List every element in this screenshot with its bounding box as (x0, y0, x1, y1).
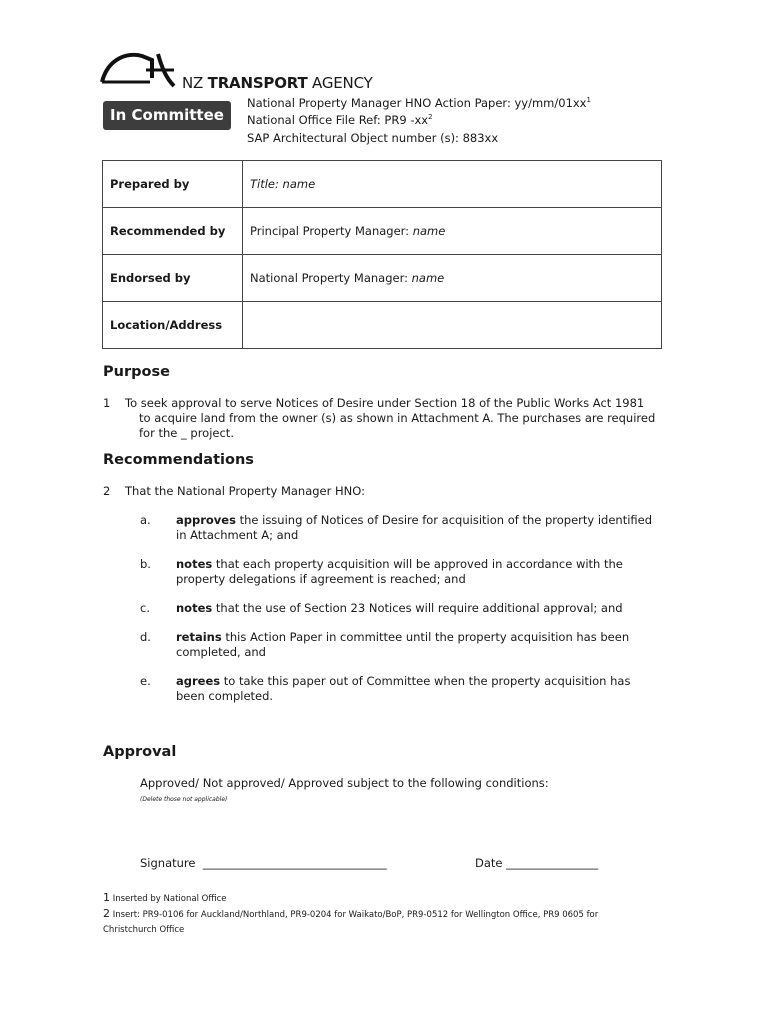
footnote-ref-2: 2 (428, 113, 433, 121)
recommendations-heading: Recommendations (103, 452, 254, 468)
footnote-ref-1: 1 (586, 96, 591, 104)
purpose-line-1: To seek approval to serve Notices of Desire under Section 18 of the Public Works Act 1981 (125, 396, 645, 410)
nz-transport-agency-logo (100, 50, 390, 96)
rec-letter-b: b. (140, 557, 151, 571)
purpose-paragraph (125, 396, 670, 441)
approval-note: (Delete those not applicable) (140, 796, 228, 803)
recommended-by-label: Recommended by (103, 208, 243, 255)
purpose-number: 1 (103, 396, 111, 410)
rec-letter-e: e. (140, 674, 151, 688)
table-row (103, 161, 662, 208)
table-row (103, 302, 662, 349)
approval-line: Approved/ Not approved/ Approved subject to the following conditions: (140, 776, 549, 790)
date-line: Date ________________ (475, 856, 599, 870)
agency-name-nz: NZ (182, 74, 208, 92)
agency-name (182, 74, 373, 92)
recommendations-intro: That the National Property Manager HNO: (125, 484, 365, 498)
rec-item-b: notes that each property acquisition will be approved in accordance with the property delegations if agreement is reached; and (176, 557, 623, 586)
table-row (103, 255, 662, 302)
endorsed-by-label: Endorsed by (103, 255, 243, 302)
info-table (102, 160, 662, 349)
rec-letter-a: a. (140, 513, 151, 527)
agency-name-agency: AGENCY (307, 74, 373, 92)
rec-item-a: approves the issuing of Notices of Desire for acquisition of the property identified in Attachment A; and (176, 513, 653, 542)
purpose-heading: Purpose (103, 364, 170, 380)
agency-name-transport: TRANSPORT (207, 74, 308, 92)
rec-item-e: agrees to take this paper out of Committee when the property acquisition has been completed. (176, 674, 631, 703)
purpose-line-2: to acquire land from the owner (s) as shown in Attachment A. The purchases are required (139, 411, 656, 425)
recommended-by-value: Principal Property Manager: name (243, 208, 662, 255)
action-paper-text: National Property Manager HNO Action Paper: yy/mm/01xx (247, 96, 587, 110)
rec-item-c: notes that the use of Section 23 Notices will require additional approval; and (176, 601, 623, 615)
signature-line: Signature ________________________________ (140, 856, 387, 870)
location-address-value (243, 302, 662, 349)
footnote-1: 1 Inserted by National Office (103, 891, 227, 904)
recommendations-number: 2 (103, 484, 111, 498)
file-ref-line (247, 113, 433, 127)
location-address-label: Location/Address (103, 302, 243, 349)
endorsed-by-value: National Property Manager: name (243, 255, 662, 302)
rec-letter-d: d. (140, 630, 151, 644)
file-ref-text: National Office File Ref: PR9 -xx (247, 113, 429, 127)
action-paper-line (247, 96, 591, 110)
footnote-2: 2 Insert: PR9-0106 for Auckland/Northland, PR9-0204 for Waikato/BoP, PR9-0512 for Wellington Office, PR9 0605 for (103, 907, 599, 920)
in-committee-badge: In Committee (103, 101, 231, 130)
purpose-line-3: for the _ project. (139, 426, 234, 440)
approval-heading: Approval (103, 744, 177, 760)
footnote-2-continued: Christchurch Office (103, 925, 185, 935)
table-row (103, 208, 662, 255)
rec-item-d: retains this Action Paper in committee until the property acquisition has been completed, and (176, 630, 630, 659)
prepared-by-value: Title: name (243, 161, 662, 208)
sap-number-line: SAP Architectural Object number (s): 883xx (247, 131, 499, 145)
prepared-by-label: Prepared by (103, 161, 243, 208)
rec-letter-c: c. (140, 601, 150, 615)
